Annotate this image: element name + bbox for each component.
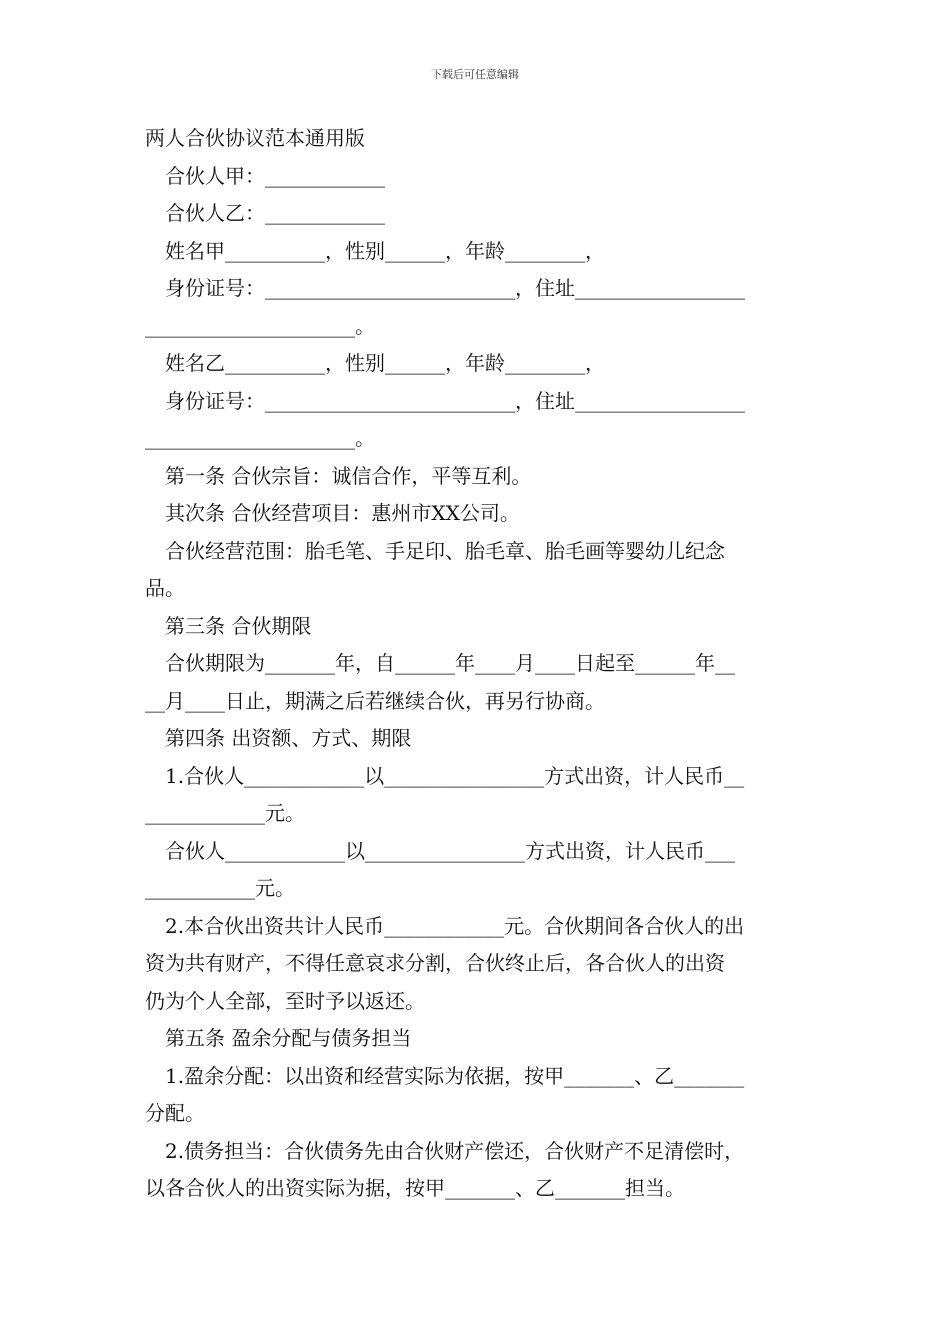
term-line: 合伙期限为_______年，自______年____月____日起至______年__ [165,651,735,675]
article-2: 其次条 合伙经营项目：惠州市XX公司。 [165,501,520,525]
name-a-line: 姓名甲__________，性别______，年龄________， [165,238,605,263]
document-title: 两人合伙协议范本通用版 [145,126,365,150]
contribution-1-line: 1.合伙人____________以________________方式出资，计人民币__ [165,763,745,788]
address-a-continuation: _____________________。 [145,313,375,338]
id-a-line: 身份证号：_________________________，住址_________________ [165,276,745,300]
term-continuation: __月____日止，期满之后若继续合伙，再另行协商。 [145,688,605,713]
total-contribution-continuation-1: 资为共有财产，不得任意哀求分割，合伙终止后，各合伙人的出资 [145,951,725,975]
profit-distribution-continuation: 分配。 [145,1101,205,1125]
article-5-heading: 第五条 盈余分配与债务担当 [165,1026,412,1050]
id-b-line: 身份证号：_________________________，住址_________________ [165,388,745,413]
profit-distribution-line: 1.盈余分配：以出资和经营实际为依据，按甲_______、乙_______ [165,1063,745,1088]
page-header: 下载后可任意编辑 [431,68,519,81]
debt-line: 2.债务担当：合伙债务先由合伙财产偿还，合伙财产不足清偿时， [165,1138,745,1163]
article-1: 第一条 合伙宗旨：诚信合作，平等互利。 [165,463,532,488]
contribution-2-continuation: ___________元。 [145,876,295,900]
business-scope-continuation: 品。 [145,576,185,600]
contribution-2-line: 合伙人____________以________________方式出资，计人民币___ [165,838,735,863]
partner-a-line: 合伙人甲：____________ [165,163,385,188]
article-3-heading: 第三条 合伙期限 [165,613,312,638]
document-body [145,120,807,1208]
business-scope-line: 合伙经营范围：胎毛笔、手足印、胎毛章、胎毛画等婴幼儿纪念 [165,538,725,563]
address-b-continuation: _____________________。 [145,426,375,450]
article-4-heading: 第四条 出资额、方式、期限 [165,726,412,750]
partner-b-line: 合伙人乙：____________ [165,201,385,225]
name-b-line: 姓名乙__________，性别______，年龄________， [165,351,605,375]
total-contribution-continuation-2: 仍为个人全部，至时予以返还。 [145,988,425,1013]
total-contribution-line: 2.本合伙出资共计人民币____________元。合伙期间各合伙人的出 [165,913,745,938]
debt-continuation: 以各合伙人的出资实际为据，按甲_______、乙_______担当。 [145,1176,685,1200]
contribution-1-continuation: ____________元。 [145,801,305,825]
